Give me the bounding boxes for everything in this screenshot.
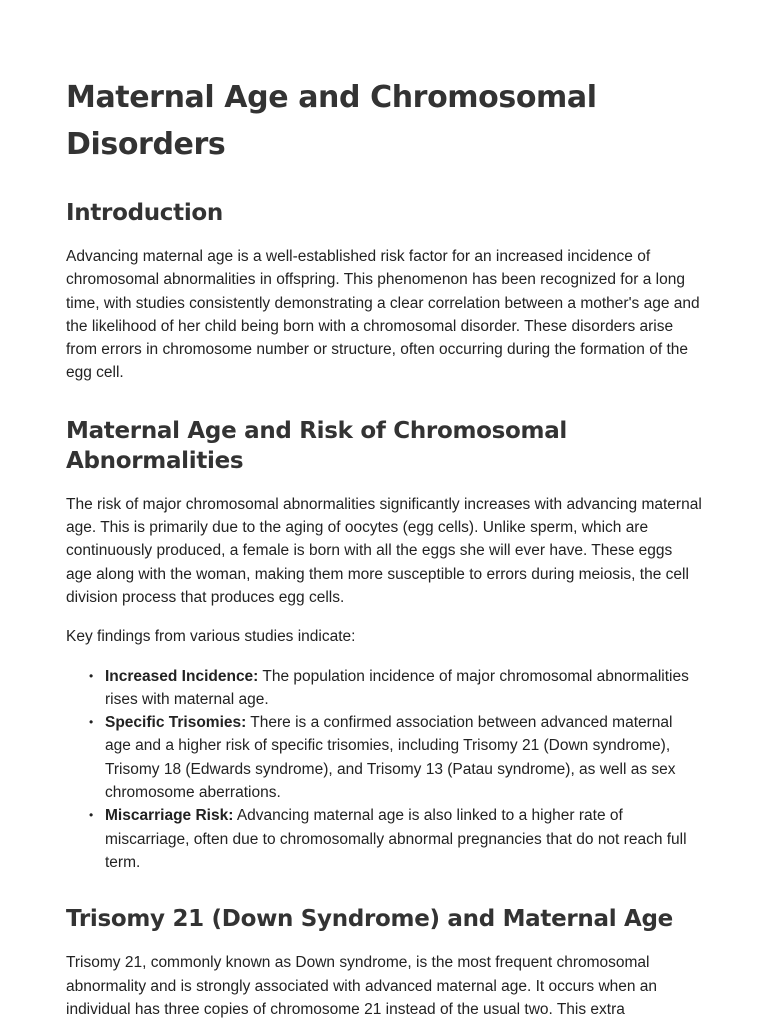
section-heading: Maternal Age and Risk of Chromosomal Abnormalities <box>66 417 567 474</box>
section-trisomy-21 <box>66 904 702 1021</box>
paragraph: The risk of major chromosomal abnormalities significantly increases with advancing maternal age. This is primarily due to the aging of oocytes (egg cells). Unlike sperm, which are continuously produced, a female is born with all the eggs she will ever have. These eggs age along with the woman, making them more susceptible to errors during meiosis, the cell division process that produces egg cells. <box>66 495 702 606</box>
section-introduction <box>66 198 702 385</box>
bullet-icon: • <box>89 668 94 683</box>
list-item-text: The population incidence of major chromosomal abnormalities rises with maternal age. <box>105 667 689 708</box>
list-item-label: Specific Trisomies: <box>105 714 247 732</box>
section-heading: Trisomy 21 (Down Syndrome) and Maternal Age <box>66 906 673 933</box>
paragraph: Trisomy 21, commonly known as Down syndrome, is the most frequent chromosomal abnormality and is strongly associated with advanced maternal age. It occurs when an individual has three copies of chromosome 21 instead of the usual two. This extra <box>66 954 658 1018</box>
section-heading: Introduction <box>66 200 223 226</box>
list-item-label: Miscarriage Risk: <box>105 807 234 825</box>
list-item <box>89 711 702 804</box>
list-item-label: Increased Incidence: <box>105 667 259 685</box>
section-maternal-age-risk <box>66 416 702 874</box>
key-findings-list <box>66 665 702 875</box>
page-title: Maternal Age and Chromosomal Disorders <box>66 80 597 162</box>
list-item-text: There is a confirmed association between advanced maternal age and a higher risk of specific trisomies, including Trisomy 21 (Down syndrome), Trisomy 18 (Edwards syndrome), and Trisomy 13 (Patau syndrome), as well as sex chromosome aberrations. <box>105 714 676 802</box>
bullet-icon: • <box>89 808 94 823</box>
list-item <box>89 665 702 712</box>
paragraph: Key findings from various studies indicate: <box>66 628 356 646</box>
list-item <box>89 804 702 874</box>
list-item-text: Advancing maternal age is also linked to a higher rate of miscarriage, often due to chromosomally abnormal pregnancies that do not reach full term. <box>105 807 687 871</box>
bullet-icon: • <box>89 715 94 730</box>
paragraph: Advancing maternal age is a well-established risk factor for an increased incidence of chromosomal abnormalities in offspring. This phenomenon has been recognized for a long time, with studies consistently demonstrating a clear correlation between a mother's age and the likelihood of her child being born with a chromosomal disorder. These disorders arise from errors in chromosome number or structure, often occurring during the formation of the egg cell. <box>66 248 700 382</box>
